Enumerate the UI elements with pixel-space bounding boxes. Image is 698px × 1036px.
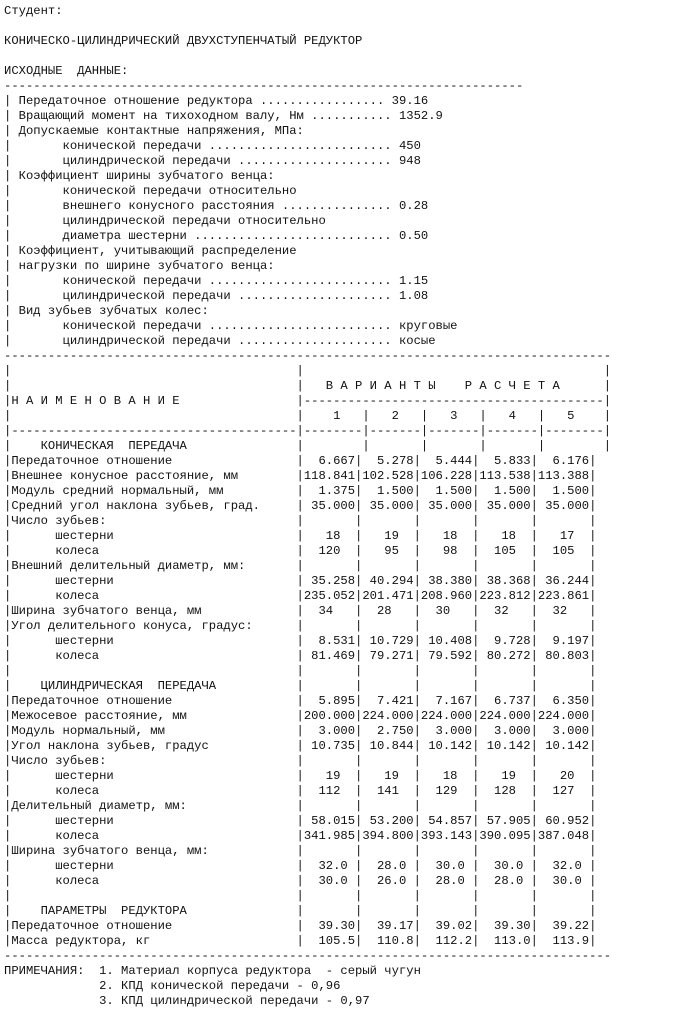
report-line: | шестерни | 58.015| 53.200| 54.857| 57.905| 60.952| bbox=[4, 814, 597, 828]
report-line: | конической передачи относительно bbox=[4, 184, 297, 198]
report-line: 2. КПД конической передачи - 0,96 bbox=[4, 979, 341, 993]
report-line: | конической передачи ......................... 450 bbox=[4, 139, 421, 153]
report-line: КОНИЧЕСКО-ЦИЛИНДРИЧЕСКИЙ ДВУХСТУПЕНЧАТЫЙ РЕДУКТОР bbox=[4, 34, 363, 48]
report-line: |Передаточное отношение | 6.667| 5.278| 5.444| 5.833| 6.176| bbox=[4, 454, 597, 468]
report-line: | шестерни | 35.258| 40.294| 38.380| 38.368| 36.244| bbox=[4, 574, 597, 588]
report-line: |Масса редуктора, кг | 105.5| 110.8| 112.2| 113.0| 113.9| bbox=[4, 934, 597, 948]
report-line: | Коэффициент ширины зубчатого венца: bbox=[4, 169, 275, 183]
report-line: | внешнего конусного расстояния ............... 0.28 bbox=[4, 199, 429, 213]
report-line: | Коэффициент, учитывающий распределение bbox=[4, 244, 297, 258]
report-line: | | | bbox=[4, 364, 612, 378]
report-line: |Н А И М Е Н О В А Н И Е |-----------------------------------------| bbox=[4, 394, 612, 408]
report-line: | цилиндрической передачи ..................... 1.08 bbox=[4, 289, 429, 303]
report-line bbox=[4, 49, 694, 64]
report-line: |Ширина зубчатого венца, мм: | | | | | | bbox=[4, 844, 597, 858]
report-line: | Допускаемые контактные напряжения, МПа: bbox=[4, 124, 304, 138]
report-line: ----------------------------------------------------------------------------------- bbox=[4, 949, 612, 963]
report-line: | | В А Р И А Н Т Ы Р А С Ч Е Т А | bbox=[4, 379, 612, 393]
report-line: | КОНИЧЕСКАЯ ПЕРЕДАЧА | | | | | | bbox=[4, 439, 612, 453]
report-line: | колеса |341.985|394.800|393.143|390.095|387.048| bbox=[4, 829, 597, 843]
report-line: ИСХОДНЫЕ ДАННЫЕ: bbox=[4, 64, 129, 78]
report-line: Студент: bbox=[4, 4, 63, 18]
report-line: |Модуль нормальный, мм | 3.000| 2.750| 3.000| 3.000| 3.000| bbox=[4, 724, 597, 738]
report-line: | шестерни | 18 | 19 | 18 | 18 | 17 | bbox=[4, 529, 597, 543]
report-line: | колеса | 112 | 141 | 129 | 128 | 127 | bbox=[4, 784, 597, 798]
report-line: |Угол наклона зубьев, градус | 10.735| 10.844| 10.142| 10.142| 10.142| bbox=[4, 739, 597, 753]
report-line: |Число зубьев: | | | | | | bbox=[4, 754, 597, 768]
report-line: | нагрузки по ширине зубчатого венца: bbox=[4, 259, 275, 273]
report-line: |Число зубьев: | | | | | | bbox=[4, 514, 597, 528]
report-line: 3. КПД цилиндрической передачи - 0,97 bbox=[4, 994, 370, 1008]
report-line: |---------------------------------------|--------|-------|-------|-------|--------| bbox=[4, 424, 612, 438]
report-line: ----------------------------------------------------------------------------------- bbox=[4, 349, 612, 363]
report-line: ----------------------------------------------------------------------- bbox=[4, 79, 524, 93]
report-line bbox=[4, 19, 694, 34]
report-line: | Вращающий момент на тихоходном валу, Нм ........... 1352.9 bbox=[4, 109, 443, 123]
report-line: |Передаточное отношение | 39.30| 39.17| 39.02| 39.30| 39.22| bbox=[4, 919, 597, 933]
report-line: |Межосевое расстояние, мм |200.000|224.000|224.000|224.000|224.000| bbox=[4, 709, 597, 723]
report-line: | диаметра шестерни ........................... 0.50 bbox=[4, 229, 429, 243]
report-line: |Ширина зубчатого венца, мм | 34 | 28 | 30 | 32 | 32 | bbox=[4, 604, 597, 618]
report-line: | колеса | 30.0 | 26.0 | 28.0 | 28.0 | 30.0 | bbox=[4, 874, 597, 888]
report-line: | | 1 | 2 | 3 | 4 | 5 | bbox=[4, 409, 612, 423]
report-line: |Средний угол наклона зубьев, град. | 35.000| 35.000| 35.000| 35.000| 35.000| bbox=[4, 499, 597, 513]
report-line: | конической передачи ......................... круговые bbox=[4, 319, 458, 333]
report-line: | цилиндрической передачи относительно bbox=[4, 214, 326, 228]
report-line: | шестерни | 32.0 | 28.0 | 30.0 | 30.0 | 32.0 | bbox=[4, 859, 597, 873]
report-line: |Внешнее конусное расстояние, мм |118.841|102.528|106.228|113.538|113.388| bbox=[4, 469, 597, 483]
report-line: | ПАРАМЕТРЫ РЕДУКТОРА | | | | | | bbox=[4, 904, 597, 918]
report-line: | ЦИЛИНДРИЧЕСКАЯ ПЕРЕДАЧА | | | | | | bbox=[4, 679, 597, 693]
report-line: | шестерни | 19 | 19 | 18 | 19 | 20 | bbox=[4, 769, 597, 783]
report-line: |Внешний делительный диаметр, мм: | | | | | | bbox=[4, 559, 597, 573]
report-line: | цилиндрической передачи ..................... 948 bbox=[4, 154, 421, 168]
report-line: |Делительный диаметр, мм: | | | | | | bbox=[4, 799, 597, 813]
report-line: | колеса | 81.469| 79.271| 79.592| 80.272| 80.803| bbox=[4, 649, 597, 663]
report-line: ПРИМЕЧАНИЯ: 1. Материал корпуса редуктора - серый чугун bbox=[4, 964, 421, 978]
report-line: | колеса | 120 | 95 | 98 | 105 | 105 | bbox=[4, 544, 597, 558]
report-line: |Модуль средний нормальный, мм | 1.375| 1.500| 1.500| 1.500| 1.500| bbox=[4, 484, 597, 498]
report-line: |Передаточное отношение | 5.895| 7.421| 7.167| 6.737| 6.350| bbox=[4, 694, 597, 708]
report-line: | цилиндрической передачи ..................... косые bbox=[4, 334, 436, 348]
report-line: | Передаточное отношение редуктора ................. 39.16 bbox=[4, 94, 429, 108]
report-line: | | | | | | | bbox=[4, 664, 597, 678]
report-line: |Угол делительного конуса, градус: | | | | | | bbox=[4, 619, 597, 633]
report-line: | Вид зубьев зубчатых колес: bbox=[4, 304, 209, 318]
report-line: | колеса |235.052|201.471|208.960|223.812|223.861| bbox=[4, 589, 597, 603]
report-line: | шестерни | 8.531| 10.729| 10.408| 9.728| 9.197| bbox=[4, 634, 597, 648]
report-document bbox=[4, 4, 694, 1032]
report-line: | | | | | | | bbox=[4, 889, 597, 903]
report-line: | конической передачи ......................... 1.15 bbox=[4, 274, 429, 288]
